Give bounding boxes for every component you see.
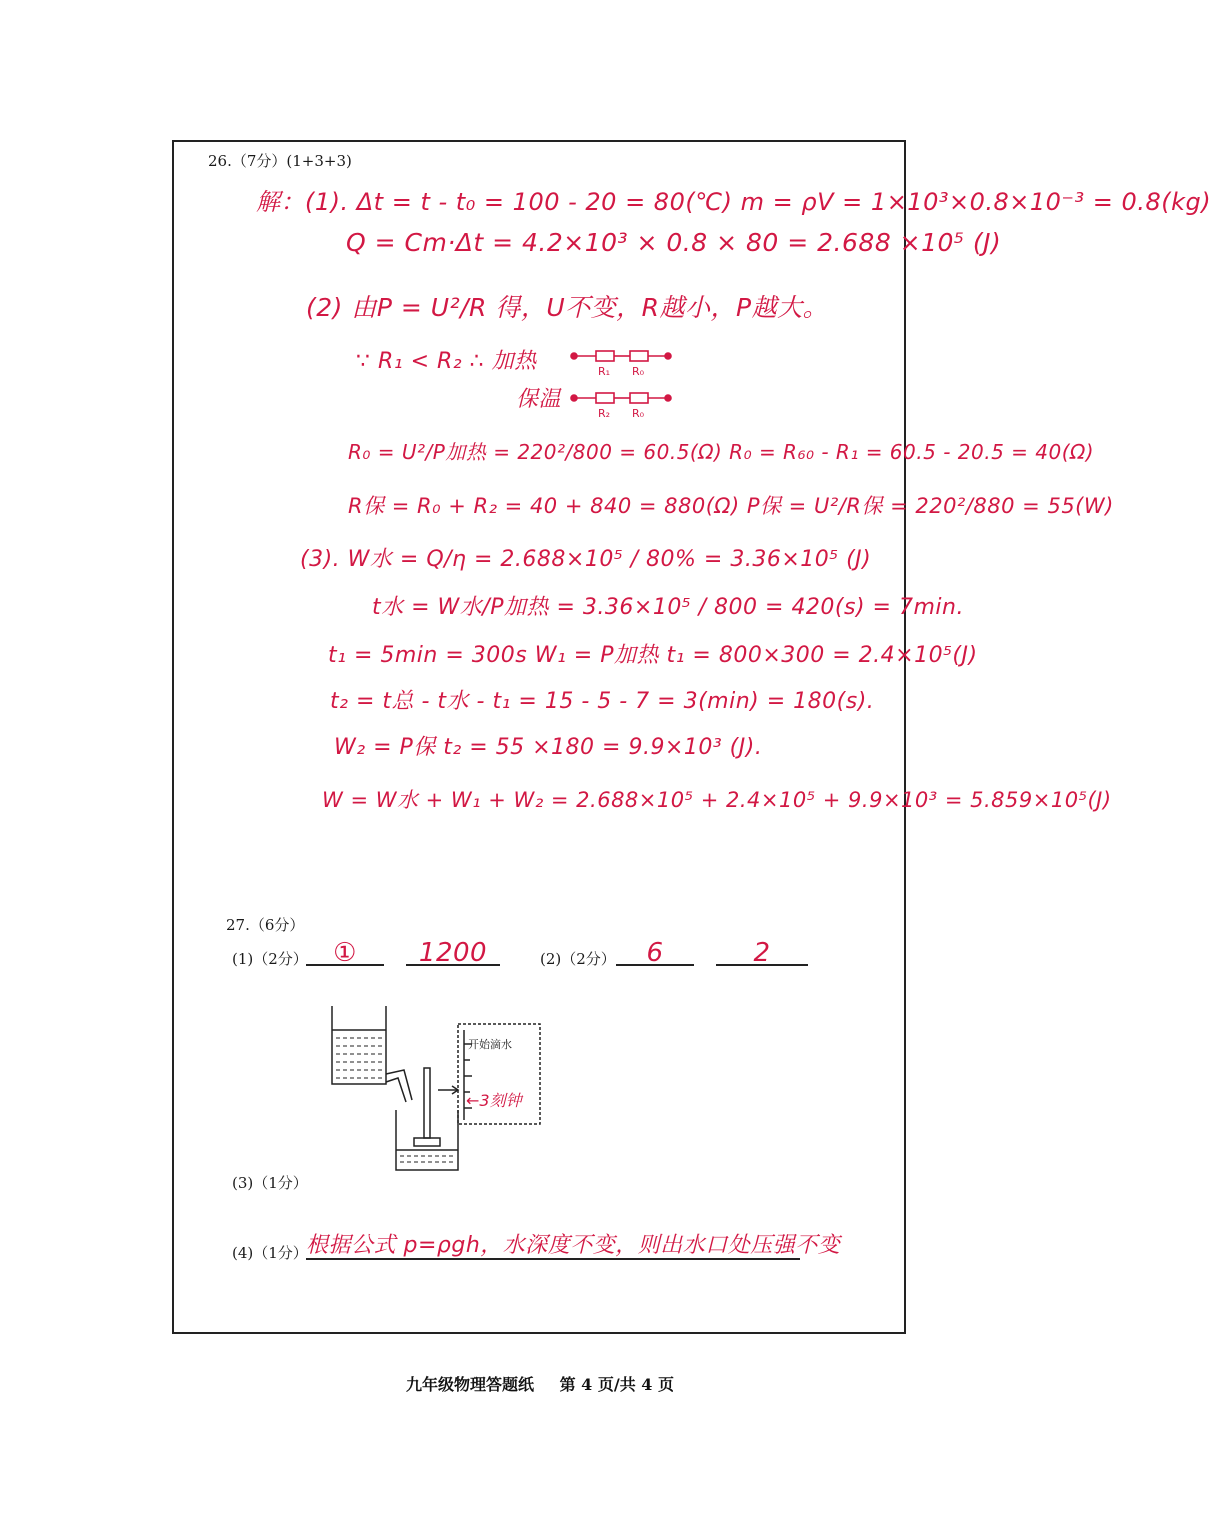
q27-part2-blank-1 xyxy=(616,938,694,966)
q27-part4-blank xyxy=(306,1228,841,1260)
q27-part2-answer-2: 2 xyxy=(753,938,771,968)
circuit-label-r0-b: R₀ xyxy=(632,407,645,420)
footer-page-number: 第 4 页/共 4 页 xyxy=(559,1375,674,1394)
q27-part1-blank-2 xyxy=(406,938,500,966)
q26-line-8: (3). W水 = Q/η = 2.688×10⁵ / 80% = 3.36×10⁵ (J) xyxy=(300,547,872,572)
q26-line-4: ∵ R₁ < R₂ ∴ 加热 xyxy=(356,349,537,374)
circuit-label-r0-a: R₀ xyxy=(632,365,645,378)
q27-part2-answer-1: 6 xyxy=(646,938,664,968)
q26-line-2: Q = Cm·Δt = 4.2×10³ × 0.8 × 80 = 2.688 ×10⁵ (J) xyxy=(346,228,1002,257)
q26-line-9: t水 = W水/P加热 = 3.36×10⁵ / 800 = 420(s) = 7min. xyxy=(372,595,964,620)
footer-subject: 九年级物理答题纸 xyxy=(406,1375,535,1394)
heating-circuit-diagram xyxy=(568,344,678,378)
q27-part1-blank-1 xyxy=(306,938,384,966)
diagram-label-start-drip: 开始滴水 xyxy=(468,1038,512,1051)
circuit-label-r2: R₂ xyxy=(598,407,611,420)
q27-part3-label: (3)（1分） xyxy=(232,1174,308,1192)
q26-line-1: 解：(1). Δt = t - t₀ = 100 - 20 = 80(℃) m = ρV = 1×10³×0.8×10⁻³ = 0.8(kg) xyxy=(256,188,1211,216)
q27-part1-label: (1)（2分） xyxy=(232,950,308,968)
page-footer xyxy=(0,1372,1080,1395)
diagram-note-three-quarters: ←3刻钟 xyxy=(466,1091,522,1110)
q26-header: 26.（7分）(1+3+3) xyxy=(208,152,352,170)
q27-part2-blank-2 xyxy=(716,938,808,966)
q27-part1-answer-2: 1200 xyxy=(418,938,488,968)
q26-line-11: t₂ = t总 - t水 - t₁ = 15 - 5 - 7 = 3(min) = 180(s). xyxy=(330,689,875,714)
q27-part4-answer: 根据公式 p=ρgh，水深度不变，则出水口处压强不变 xyxy=(306,1233,841,1258)
q26-line-3: (2) 由P = U²/R 得，U不变，R越小，P越大。 xyxy=(306,293,829,322)
water-clock-diagram xyxy=(326,1004,546,1176)
q27-header: 27.（6分） xyxy=(226,916,305,934)
q26-line-12: W₂ = P保 t₂ = 55 ×180 = 9.9×10³ (J). xyxy=(334,735,763,760)
q26-line-5: 保温 xyxy=(516,387,562,412)
q26-line-7: R保 = R₀ + R₂ = 40 + 840 = 880(Ω) P保 = U²/R保 = 220²/880 = 55(W) xyxy=(348,494,1114,518)
q26-line-13: W = W水 + W₁ + W₂ = 2.688×10⁵ + 2.4×10⁵ + 9.9×10³ = 5.859×10⁵(J) xyxy=(322,788,1112,812)
circuit-label-r1: R₁ xyxy=(598,365,611,378)
q27-part1-answer-1: ① xyxy=(333,938,357,968)
q27-part2-label: (2)（2分） xyxy=(540,950,616,968)
warming-circuit-diagram xyxy=(568,386,678,420)
q26-line-10: t₁ = 5min = 300s W₁ = P加热 t₁ = 800×300 = 2.4×10⁵(J) xyxy=(328,643,978,668)
q27-part4-label: (4)（1分） xyxy=(232,1244,308,1262)
q26-line-6: R₀ = U²/P加热 = 220²/800 = 60.5(Ω) R₀ = R₆₀ - R₁ = 60.5 - 20.5 = 40(Ω) xyxy=(348,440,1095,464)
